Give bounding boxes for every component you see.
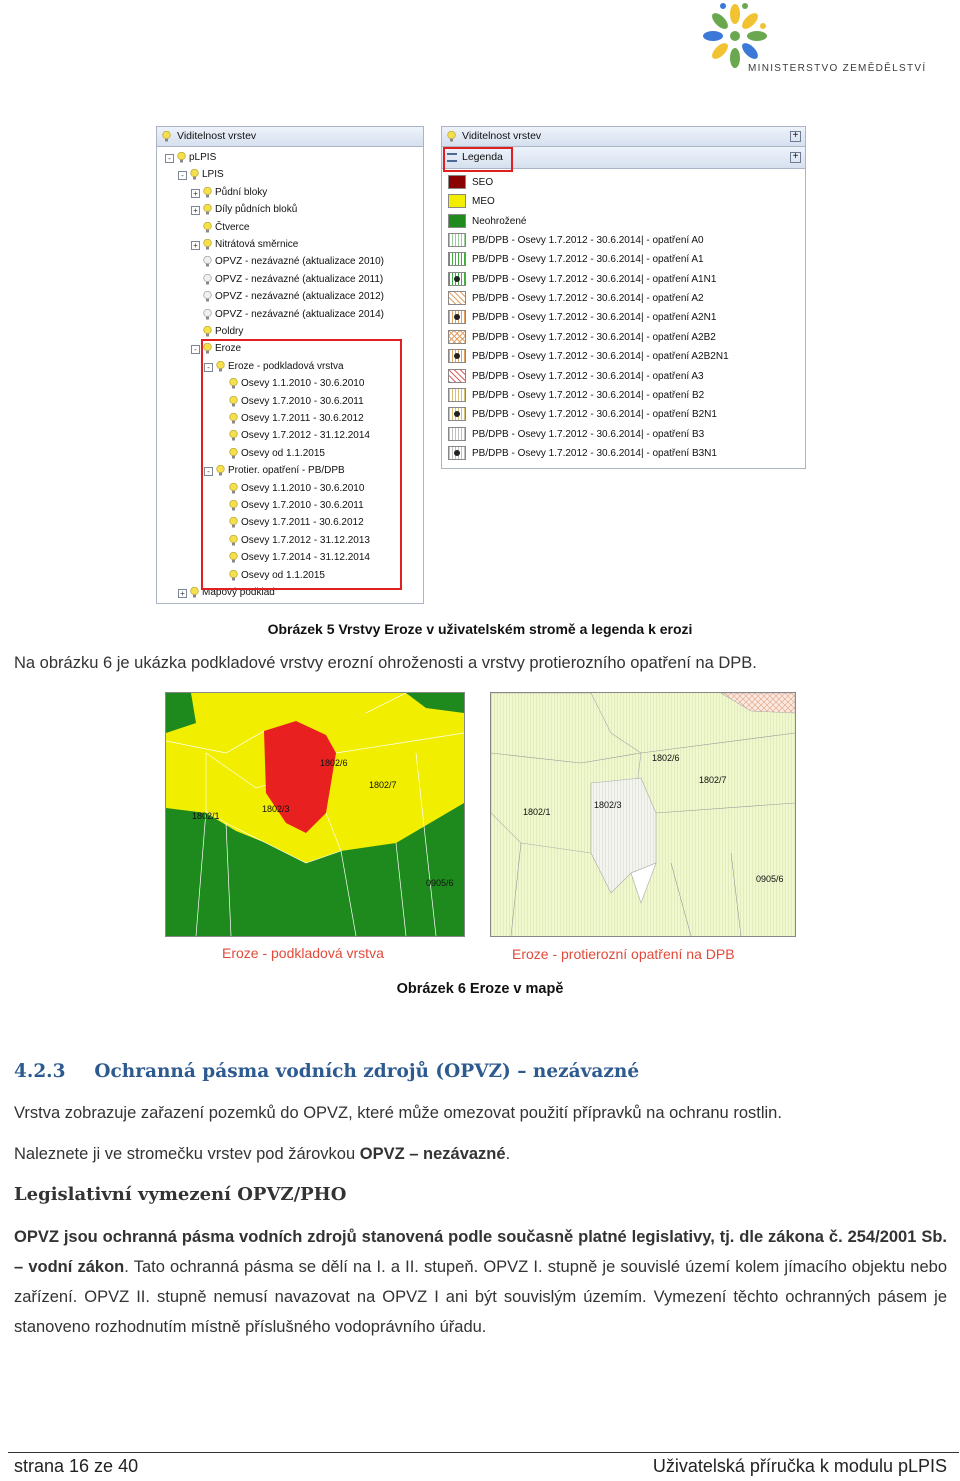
map-erosion-measures <box>490 692 796 937</box>
legend-item-label: PB/DPB - Osevy 1.7.2012 - 30.6.2014| - opatření A3 <box>472 370 704 382</box>
tree-item[interactable] <box>157 219 419 236</box>
legend-swatch <box>448 407 466 421</box>
legend-swatch <box>448 291 466 305</box>
parcel-label: 1802/7 <box>699 775 727 785</box>
tree-item-label: Osevy 1.1.2010 - 30.6.2010 <box>241 378 365 390</box>
tree-item-label: pLPIS <box>189 152 217 163</box>
bulb-icon[interactable] <box>203 309 212 320</box>
collapse-icon[interactable]: - <box>165 154 174 163</box>
legislation-bold-text: OPVZ jsou ochranná pásma vodních zdrojů stanovená podle současně platné legislativy, tj. dle zákona č. 254/2001 Sb. – vodní zákon <box>14 1228 947 1276</box>
figure-caption-5: Obrázek 5 Vrstvy Eroze v uživatelském stromě a legenda k erozi <box>267 621 693 637</box>
bulb-icon[interactable] <box>203 187 212 198</box>
paragraph-text: . <box>505 1145 511 1163</box>
tree-item-label: OPVZ - nezávazné (aktualizace 2012) <box>215 291 384 303</box>
legend-swatch <box>448 330 466 344</box>
bulb-icon[interactable] <box>203 326 212 337</box>
tree-item-label: Osevy 1.7.2012 - 31.12.2013 <box>241 534 370 546</box>
legend-swatch <box>448 388 466 402</box>
measure-icon <box>454 450 460 456</box>
legend-swatch <box>448 349 466 363</box>
expand-icon[interactable]: + <box>790 152 801 163</box>
tree-item-label: Protier. opatření - PB/DPB <box>228 465 345 477</box>
legend-swatch <box>448 252 466 266</box>
tree-item-label: Mapový podklad <box>202 587 275 598</box>
tree-item[interactable] <box>157 288 419 305</box>
legend-item-label: PB/DPB - Osevy 1.7.2012 - 30.6.2014| - opatření B2N1 <box>472 409 717 421</box>
logo-text: MINISTERSTVO ZEMĚDĚLSTVÍ <box>748 63 927 74</box>
tree-item-label: Osevy 1.7.2010 - 30.6.2011 <box>241 395 364 407</box>
tree-item[interactable] <box>157 201 419 218</box>
tree-item-label: OPVZ - nezávazné (aktualizace 2014) <box>215 308 384 320</box>
paragraph-text: Naleznete ji ve stromečku vrstev pod žárovkou <box>14 1145 360 1163</box>
legend-swatch <box>448 175 466 189</box>
expand-icon[interactable]: + <box>178 589 187 598</box>
tree-item-label: LPIS <box>202 169 224 181</box>
layer-tree-header <box>157 127 423 147</box>
section-heading <box>14 1061 639 1082</box>
footer-divider <box>8 1452 959 1453</box>
tree-item-label: Osevy 1.7.2014 - 31.12.2014 <box>241 552 370 564</box>
tree-item[interactable] <box>157 236 419 253</box>
legend-item-label: PB/DPB - Osevy 1.7.2012 - 30.6.2014| - opatření B3 <box>472 428 705 440</box>
bulb-icon[interactable] <box>190 169 199 180</box>
tree-item-label: Osevy 1.7.2010 - 30.6.2011 <box>241 500 364 511</box>
subheading-legislation: Legislativní vymezení OPVZ/PHO <box>14 1184 347 1205</box>
tree-item-label: Díly půdních bloků <box>215 204 298 216</box>
legend-swatch <box>448 427 466 441</box>
collapse-icon[interactable]: - <box>204 467 213 476</box>
bulb-icon[interactable] <box>203 204 212 215</box>
figure-caption-6: Obrázek 6 Eroze v mapě <box>396 981 564 997</box>
parcel-label: 1802/3 <box>262 804 290 814</box>
parcel-label: 0905/6 <box>756 874 784 884</box>
tree-item-label: Nitrátová směrnice <box>215 239 299 250</box>
parcel-label: 1802/6 <box>652 753 680 763</box>
legend-panel <box>441 126 806 469</box>
paragraph-layer-location <box>14 1145 510 1164</box>
bulb-icon[interactable] <box>203 239 212 250</box>
map-erosion-base-label: Eroze - podkladová vrstva <box>222 945 384 961</box>
collapse-icon[interactable]: - <box>204 363 213 372</box>
tree-item-label: Osevy 1.7.2011 - 30.6.2012 <box>241 517 364 529</box>
tree-item[interactable] <box>157 166 419 183</box>
tree-item-label: Eroze <box>215 343 242 355</box>
expand-icon[interactable]: + <box>191 206 200 215</box>
legend-tab-label: Legenda <box>462 151 503 163</box>
collapse-icon[interactable]: - <box>178 171 187 180</box>
collapse-icon[interactable]: - <box>191 345 200 354</box>
expand-icon[interactable]: + <box>790 131 801 142</box>
measure-icon <box>454 353 460 359</box>
layer-tree-title: Viditelnost vrstev <box>177 130 257 142</box>
tree-item-label: Poldry <box>215 326 244 337</box>
layer-name: OPVZ – nezávazné <box>359 1145 506 1163</box>
map-erosion-measures-label: Eroze - protierozní opatření na DPB <box>512 946 735 962</box>
measure-icon <box>454 411 460 417</box>
paragraph-legislation <box>14 1222 947 1342</box>
tree-item-label: OPVZ - nezávazné (aktualizace 2011) <box>215 273 384 285</box>
tree-item-label: Osevy od 1.1.2015 <box>241 447 325 459</box>
tree-item-label: Čtverce <box>215 221 250 233</box>
bulb-icon[interactable] <box>203 222 212 233</box>
legend-item-label: MEO <box>472 196 495 208</box>
expand-icon[interactable]: + <box>191 189 200 198</box>
parcel-label: 1802/7 <box>369 780 397 790</box>
tree-item-label: OPVZ - nezávazné (aktualizace 2010) <box>215 256 384 268</box>
document-title: Uživatelská příručka k modulu pLPIS <box>652 1456 947 1476</box>
legend-item-label: PB/DPB - Osevy 1.7.2012 - 30.6.2014| - opatření A2N1 <box>472 312 717 324</box>
legend-swatch <box>448 214 466 228</box>
legend-item-label: PB/DPB - Osevy 1.7.2012 - 30.6.2014| - opatření A1 <box>472 254 704 266</box>
parcel-label: 1802/1 <box>192 811 220 821</box>
measure-icon <box>454 276 460 282</box>
tree-item-label: Osevy 1.7.2012 - 31.12.2014 <box>241 430 370 442</box>
expand-icon[interactable]: + <box>191 241 200 250</box>
legend-swatch <box>448 446 466 460</box>
legend-item-label: PB/DPB - Osevy 1.7.2012 - 30.6.2014| - opatření A1N1 <box>472 273 717 285</box>
tree-item-label: Eroze - podkladová vrstva <box>228 360 344 372</box>
section-title: Ochranná pásma vodních zdrojů (OPVZ) – nezávazné <box>94 1061 640 1082</box>
parcel-label: 0905/6 <box>426 878 454 888</box>
legend-panel-title: Viditelnost vrstev <box>462 130 542 142</box>
tree-item-label: Osevy 1.1.2010 - 30.6.2010 <box>241 482 365 494</box>
bulb-icon[interactable] <box>203 291 212 302</box>
tree-item-label: Osevy 1.7.2011 - 30.6.2012 <box>241 413 364 424</box>
bulb-icon[interactable] <box>177 152 186 163</box>
bulb-icon <box>162 131 171 142</box>
legend-item-label: PB/DPB - Osevy 1.7.2012 - 30.6.2014| - opatření B3N1 <box>472 447 717 459</box>
legend-item-label: Neohrožené <box>472 215 527 227</box>
parcel-label: 1802/1 <box>523 807 551 817</box>
parcel-label: 1802/3 <box>594 800 622 810</box>
legend-swatch <box>448 369 466 383</box>
legend-swatch <box>448 310 466 324</box>
legend-swatch <box>448 272 466 286</box>
bulb-icon[interactable] <box>203 256 212 267</box>
tree-item[interactable] <box>157 184 419 201</box>
tree-item[interactable] <box>157 306 419 323</box>
page-number: strana 16 ze 40 <box>14 1456 139 1476</box>
paragraph-figure-6-intro: Na obrázku 6 je ukázka podkladové vrstvy erozní ohroženosti a vrstvy protierozního opatření na DPB. <box>14 654 757 672</box>
legend-item-label: PB/DPB - Osevy 1.7.2012 - 30.6.2014| - opatření A2B2 <box>472 331 716 343</box>
measure-icon <box>454 314 460 320</box>
bulb-icon <box>447 131 456 142</box>
tree-item[interactable] <box>157 149 419 166</box>
legend-swatch <box>448 194 466 208</box>
section-number: 4.2.3 <box>14 1061 66 1082</box>
paragraph-layer-description: Vrstva zobrazuje zařazení pozemků do OPVZ, které může omezovat použití přípravků na ochranu rostlin. <box>14 1104 782 1122</box>
legislation-text: . Tato ochranná pásma se dělí na I. a II. stupeň. OPVZ I. stupně je souvislé území kolem jímacího objektu nebo zařízení. OPVZ II. stupně nemusí navazovat na OPVZ I ani být souvislým územím. Vymezení těchto ochranných pásem je stanoveno rozhodnutím místně příslušného vodoprávního úřadu. <box>14 1258 947 1336</box>
tree-item-label: Půdní bloky <box>215 186 268 198</box>
legend-item-label: PB/DPB - Osevy 1.7.2012 - 30.6.2014| - opatření A2B2N1 <box>472 351 729 363</box>
tree-item[interactable] <box>157 271 419 288</box>
parcel-label: 1802/6 <box>320 758 348 768</box>
highlight-erosion-layers <box>201 339 402 590</box>
map-erosion-base <box>165 692 465 937</box>
legend-panel-header <box>442 127 805 147</box>
bulb-icon[interactable] <box>190 587 199 598</box>
tree-item-label: Osevy od 1.1.2015 <box>241 569 325 581</box>
legend-item-label: PB/DPB - Osevy 1.7.2012 - 30.6.2014| - opatření B2 <box>472 389 705 401</box>
legend-item-label: SEO <box>472 177 494 188</box>
legend-item-label: PB/DPB - Osevy 1.7.2012 - 30.6.2014| - opatření A2 <box>472 293 704 305</box>
tree-item[interactable] <box>157 253 419 270</box>
legend-item-label: PB/DPB - Osevy 1.7.2012 - 30.6.2014| - opatření A0 <box>472 235 704 247</box>
tree-item[interactable] <box>157 323 419 340</box>
bulb-icon[interactable] <box>203 274 212 285</box>
legend-swatch <box>448 233 466 247</box>
highlight-legend-tab <box>443 147 513 172</box>
